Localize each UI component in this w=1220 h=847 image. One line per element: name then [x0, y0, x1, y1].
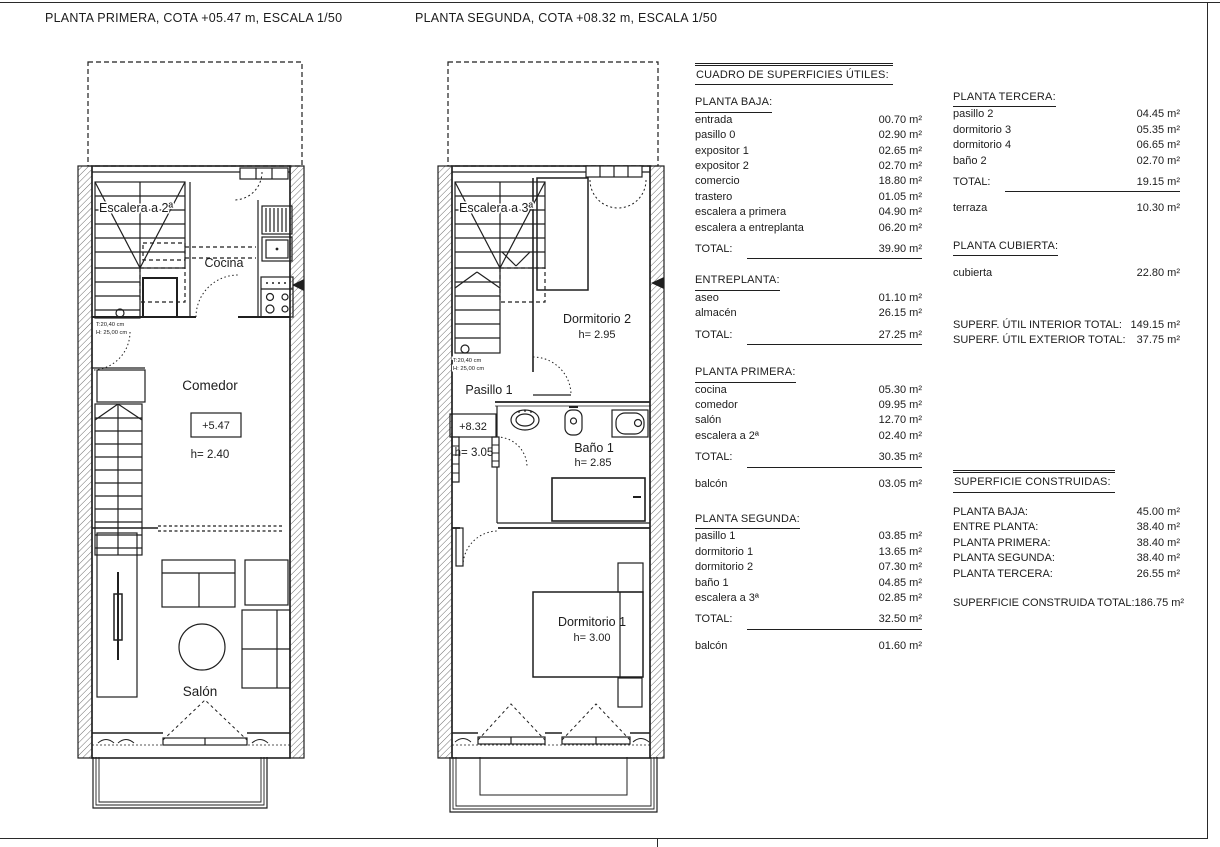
wall-left	[438, 166, 452, 758]
table-row	[695, 413, 922, 428]
total-row	[695, 612, 922, 629]
floor-plan-planta-primera	[70, 50, 320, 820]
sheet-border-tick	[657, 838, 658, 847]
level-mark: +8.32	[459, 421, 487, 433]
row-value: 45.00 m²	[1136, 505, 1180, 518]
row-value: 05.30 m²	[878, 383, 922, 396]
row-label: pasillo 0	[695, 129, 736, 142]
row-value: 04.85 m²	[878, 576, 922, 589]
row-label: escalera a 3ª	[695, 591, 759, 604]
section-title: PLANTA CUBIERTA:	[953, 239, 1058, 256]
row-value: 13.65 m²	[878, 545, 922, 558]
total-value: 27.25 m²	[747, 328, 923, 345]
row-label: escalera a 2ª	[695, 429, 759, 442]
armchair	[245, 560, 288, 605]
row-label: balcón	[695, 477, 728, 490]
door-swing	[196, 275, 238, 317]
row-value: 26.55 m²	[1136, 567, 1180, 580]
row-label: expositor 1	[695, 144, 749, 157]
table-title: CUADRO DE SUPERFICIES ÚTILES:	[695, 63, 922, 85]
level-mark: +5.47	[202, 420, 230, 432]
row-value: 01.05 m²	[878, 190, 922, 203]
stair-label: Escalera a 2ª	[99, 201, 174, 215]
table-row	[953, 107, 1180, 122]
stair-riser-note: H: 25,00 cm	[453, 366, 485, 372]
row-label: pasillo 1	[695, 530, 736, 543]
row-label: comercio	[695, 175, 740, 188]
table-row	[695, 560, 922, 575]
section-entreplanta	[695, 273, 922, 345]
door-swing	[92, 332, 130, 370]
constructed-total-row	[953, 596, 1185, 611]
row-value: 09.95 m²	[878, 398, 922, 411]
row-value: 18.80 m²	[878, 175, 922, 188]
appliance	[143, 278, 177, 317]
row-value: 02.40 m²	[878, 429, 922, 442]
radiator	[452, 437, 459, 482]
table-row	[953, 138, 1180, 153]
table-row	[695, 306, 922, 321]
stair-riser-note: H: 25,00 cm	[96, 330, 128, 336]
table-row	[953, 123, 1180, 138]
row-label: dormitorio 3	[953, 123, 1012, 136]
row-label: dormitorio 2	[695, 561, 754, 574]
round-table	[179, 624, 225, 670]
table-row	[695, 545, 922, 560]
row-value: 38.40 m²	[1136, 521, 1180, 534]
window-swing	[478, 704, 545, 740]
total-value: 19.15 m²	[1005, 175, 1181, 192]
bidet	[565, 410, 582, 435]
total-value: 39.90 m²	[747, 242, 923, 259]
section-title: ENTREPLANTA:	[695, 273, 780, 290]
sheet-border-top	[0, 2, 1220, 3]
row-label: cubierta	[953, 267, 993, 280]
row-label: terraza	[953, 202, 988, 215]
util-total-row	[953, 318, 1180, 333]
balcony-railing	[93, 757, 267, 808]
row-label: almacén	[695, 307, 737, 320]
row-value: 03.05 m²	[878, 477, 922, 490]
row-value: 26.15 m²	[878, 307, 922, 320]
room-label-salon: Salón	[182, 684, 218, 699]
row-value: 02.70 m²	[878, 160, 922, 173]
beam-dashed	[92, 526, 284, 531]
row-label: pasillo 2	[953, 108, 994, 121]
plan1-title: PLANTA PRIMERA, COTA +05.47 m, ESCALA 1/50	[45, 11, 343, 25]
table-row	[695, 591, 922, 606]
balcony-railing	[450, 757, 657, 812]
interior-outline	[92, 166, 290, 758]
floor-plan-planta-segunda	[430, 50, 675, 820]
row-label: trastero	[695, 190, 733, 203]
plan2-title: PLANTA SEGUNDA, COTA +08.32 m, ESCALA 1/50	[415, 11, 718, 25]
total-row	[953, 175, 1180, 192]
total-value: 30.35 m²	[747, 450, 923, 467]
sink	[511, 410, 539, 430]
total-row	[695, 242, 922, 259]
extra-row	[953, 201, 1180, 216]
table-row	[953, 520, 1180, 535]
table-row	[695, 174, 922, 189]
row-value: 02.70 m²	[1136, 154, 1180, 167]
table-row	[695, 398, 922, 413]
room-label-cocina: Cocina	[204, 256, 244, 270]
section-planta-tercera	[953, 90, 1180, 217]
section-title: PLANTA SEGUNDA:	[695, 512, 800, 529]
table-row	[695, 205, 922, 220]
row-label: balcón	[695, 639, 728, 652]
row-label: escalera a primera	[695, 206, 787, 219]
row-value: 01.10 m²	[878, 291, 922, 304]
row-value: 01.60 m²	[878, 639, 922, 652]
wall-right	[650, 166, 664, 758]
surfaces-table-right-column	[953, 90, 1185, 611]
closet-swing	[590, 180, 618, 208]
row-value: 38.40 m²	[1136, 536, 1180, 549]
row-label: SUPERF. ÚTIL INTERIOR TOTAL:	[953, 318, 1122, 331]
row-label: salón	[695, 414, 722, 427]
table-row	[695, 128, 922, 143]
section-planta-segunda	[695, 512, 922, 654]
util-total-row	[953, 333, 1180, 348]
row-label: PLANTA SEGUNDA:	[953, 552, 1055, 565]
nightstand	[618, 563, 643, 592]
height-note: h= 2.85	[574, 457, 612, 469]
table-row	[953, 266, 1180, 281]
surfaces-table-left-column	[695, 63, 922, 654]
height-note: h= 3.00	[573, 632, 611, 644]
stairs-lower	[95, 404, 142, 555]
window-swing	[163, 700, 247, 740]
table-row	[695, 113, 922, 128]
row-label: PLANTA PRIMERA:	[953, 536, 1051, 549]
balcony-door	[92, 700, 290, 745]
total-label: TOTAL:	[695, 328, 733, 341]
room-label-dormitorio2: Dormitorio 2	[562, 312, 632, 326]
row-value: 03.85 m²	[878, 530, 922, 543]
balcony-windows	[452, 704, 650, 745]
sheet-border-bottom	[0, 838, 1208, 839]
row-label: PLANTA TERCERA:	[953, 567, 1053, 580]
row-label: baño 2	[953, 154, 987, 167]
row-value: 02.85 m²	[878, 591, 922, 604]
comedor-entry	[92, 332, 145, 402]
row-label: dormitorio 1	[695, 545, 754, 558]
kitchen-fixtures	[143, 172, 293, 317]
bathtub	[552, 478, 645, 521]
table-row	[695, 429, 922, 444]
total-value: 186.75 m²	[1134, 596, 1185, 609]
stair-tread-note: T:20,40 cm	[453, 358, 482, 364]
total-label: TOTAL:	[695, 243, 733, 256]
row-value: 06.20 m²	[878, 221, 922, 234]
table-row	[695, 190, 922, 205]
height-note: h= 2.95	[578, 329, 616, 341]
table-row	[953, 505, 1180, 520]
room-label-bano1: Baño 1	[574, 441, 614, 455]
table-row	[953, 551, 1180, 566]
row-value: 07.30 m²	[878, 561, 922, 574]
total-label: TOTAL:	[953, 176, 991, 189]
row-value: 05.35 m²	[1136, 123, 1180, 136]
nightstand	[618, 678, 642, 707]
row-value: 02.90 m²	[878, 129, 922, 142]
row-label: baño 1	[695, 576, 729, 589]
row-label: expositor 2	[695, 160, 749, 173]
table-row	[695, 159, 922, 174]
row-value: 06.65 m²	[1136, 139, 1180, 152]
total-row	[695, 328, 922, 345]
row-value: 10.30 m²	[1136, 202, 1180, 215]
section-title: PLANTA TERCERA:	[953, 90, 1056, 107]
salon-furniture	[97, 533, 290, 697]
row-value: 04.45 m²	[1136, 108, 1180, 121]
table-row	[695, 144, 922, 159]
row-label: SUPERF. ÚTIL EXTERIOR TOTAL:	[953, 334, 1126, 347]
room-label-dormitorio1: Dormitorio 1	[557, 615, 627, 629]
row-value: 38.40 m²	[1136, 552, 1180, 565]
height-note: h= 3.05	[454, 447, 494, 459]
table-row	[953, 154, 1180, 169]
table-title: SUPERFICIE CONSTRUIDAS:	[953, 470, 1180, 492]
table-row	[695, 529, 922, 544]
height-note: h= 2.40	[190, 449, 230, 461]
constructed-surfaces	[953, 470, 1185, 611]
washbasin	[612, 410, 648, 437]
row-value: 22.80 m²	[1136, 267, 1180, 280]
total-label: TOTAL:	[695, 451, 733, 464]
row-label: aseo	[695, 291, 719, 304]
door-swing	[533, 357, 571, 395]
sheet-border-right	[1207, 2, 1208, 838]
row-label: dormitorio 4	[953, 139, 1012, 152]
row-label: escalera a entreplanta	[695, 221, 804, 234]
window-swing	[562, 704, 630, 740]
table-row	[953, 536, 1180, 551]
door-swing	[463, 531, 498, 566]
table-row	[695, 291, 922, 306]
projection-dashed-rect	[88, 62, 302, 166]
row-value: 37.75 m²	[1136, 334, 1180, 347]
door-swing	[497, 437, 527, 467]
stair-label: Escalera a 3ª	[459, 201, 534, 215]
extra-row	[695, 639, 922, 654]
table-row	[953, 567, 1180, 582]
row-value: 02.65 m²	[878, 144, 922, 157]
row-value: 04.90 m²	[878, 206, 922, 219]
table-row	[695, 383, 922, 398]
total-row	[695, 450, 922, 467]
section-planta-cubierta	[953, 239, 1180, 282]
total-label: TOTAL:	[695, 613, 733, 626]
room-label-comedor: Comedor	[182, 378, 238, 393]
row-label: ENTRE PLANTA:	[953, 521, 1039, 534]
row-value: 12.70 m²	[878, 414, 922, 427]
section-title: PLANTA PRIMERA:	[695, 365, 796, 382]
row-label: comedor	[695, 398, 738, 411]
row-value: 00.70 m²	[878, 113, 922, 126]
plan2-drawing	[438, 62, 664, 812]
table-row	[695, 221, 922, 236]
bathroom	[492, 402, 650, 523]
row-value: 149.15 m²	[1130, 318, 1180, 331]
wall-left	[78, 166, 92, 758]
table-row	[695, 576, 922, 591]
room-label-pasillo1: Pasillo 1	[465, 383, 513, 397]
projection-dashed-rect	[448, 62, 658, 166]
stair-tread-note: T:20,40 cm	[96, 322, 125, 328]
total-label: SUPERFICIE CONSTRUIDA TOTAL:	[953, 596, 1135, 609]
section-title: PLANTA BAJA:	[695, 95, 772, 112]
section-planta-primera	[695, 365, 922, 492]
row-label: cocina	[695, 383, 727, 396]
extra-row	[695, 477, 922, 492]
closet-swing	[618, 180, 646, 208]
section-planta-baja	[695, 95, 922, 259]
row-label: entrada	[695, 113, 733, 126]
row-label: PLANTA BAJA:	[953, 505, 1028, 518]
util-totals	[953, 318, 1180, 349]
total-value: 32.50 m²	[747, 612, 923, 629]
